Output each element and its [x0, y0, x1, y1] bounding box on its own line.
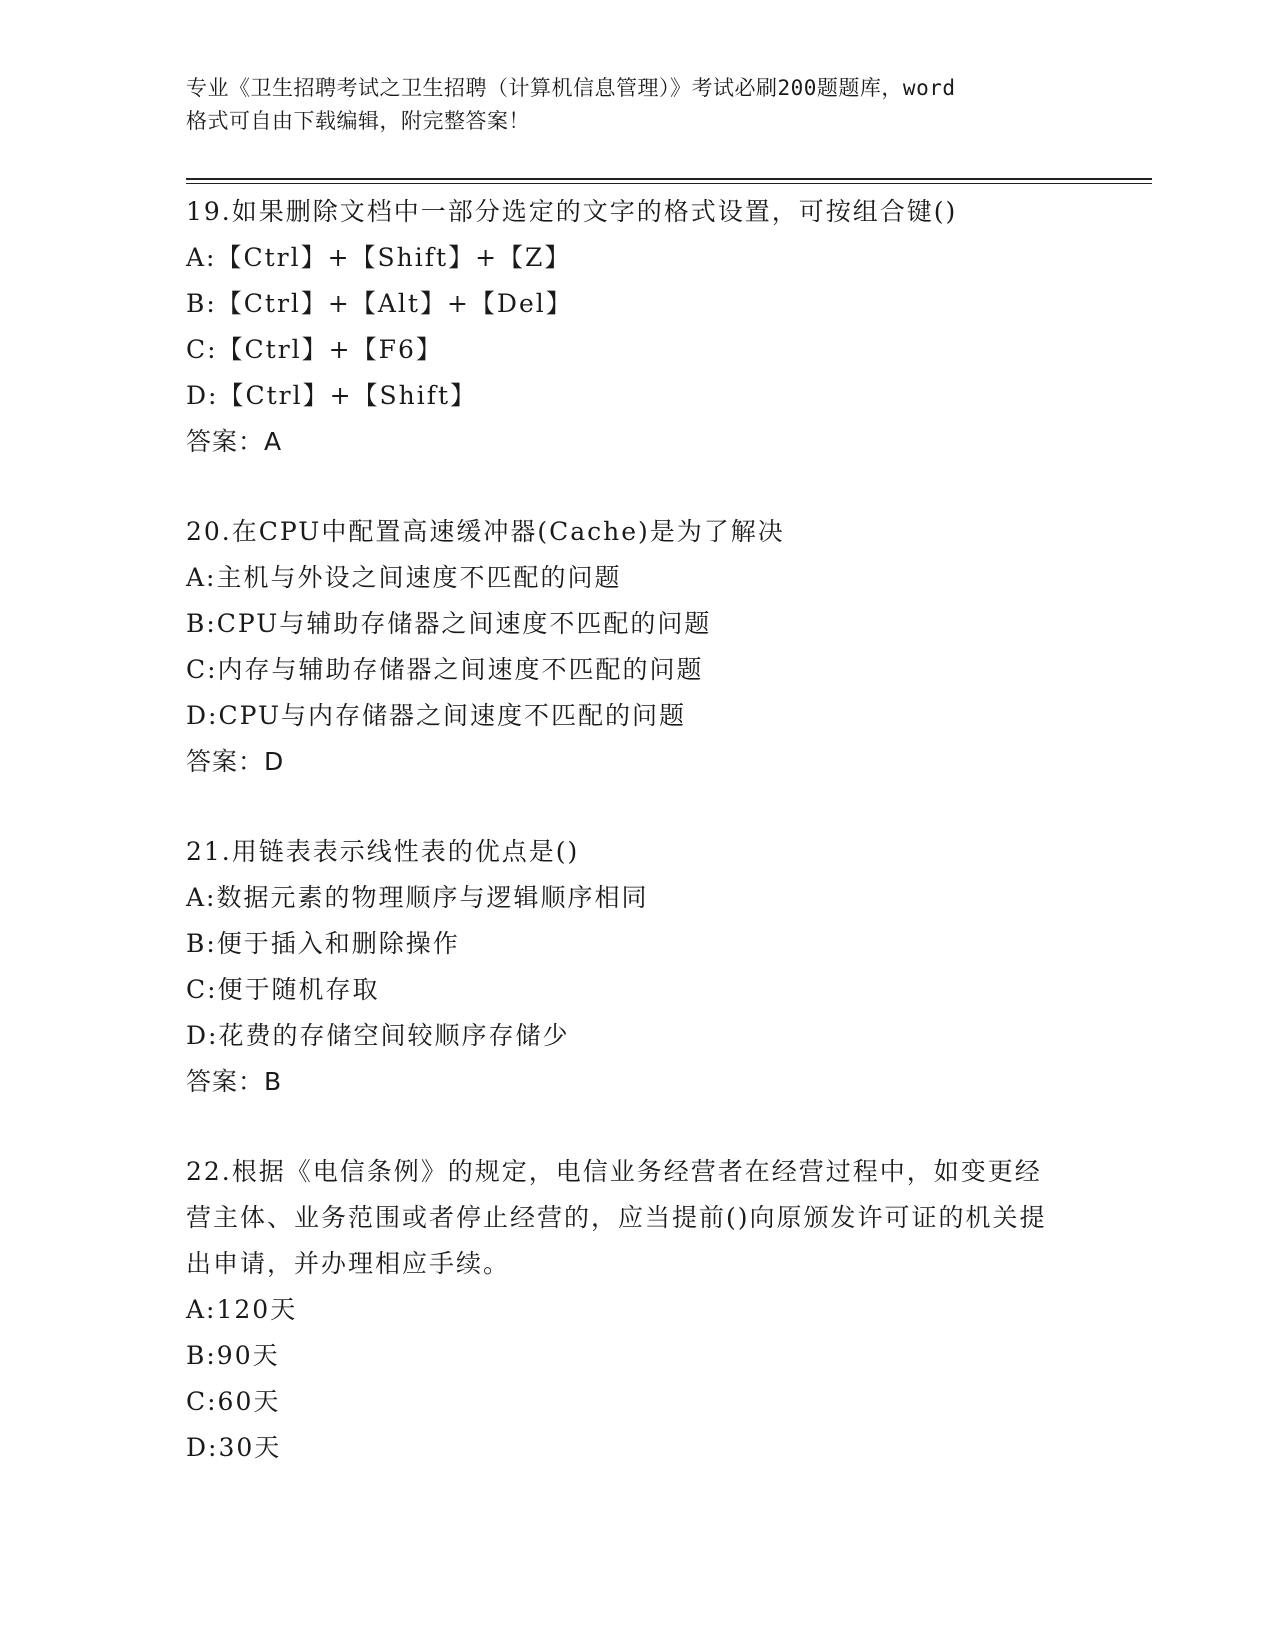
option-c: C:60天: [186, 1387, 281, 1416]
option-a: A:【Ctrl】+【Shift】+【Z】: [186, 243, 572, 272]
option-c: C:便于随机存取: [186, 975, 380, 1004]
option-a: A:主机与外设之间速度不匹配的问题: [186, 563, 622, 592]
option-d: D:【Ctrl】+【Shift】: [186, 381, 478, 410]
option-b: B:CPU与辅助存储器之间速度不匹配的问题: [186, 609, 712, 638]
question-list: [186, 189, 1152, 1515]
answer: 答案：D: [186, 747, 285, 776]
option-c: C:内存与辅助存储器之间速度不匹配的问题: [186, 655, 704, 684]
option-c: C:【Ctrl】+【F6】: [186, 335, 443, 364]
question-22: [186, 1149, 1152, 1471]
option-d: D:30天: [186, 1433, 282, 1462]
header-title-line-1: 专业《卫生招聘考试之卫生招聘（计算机信息管理）》考试必刷200题题库，word: [186, 76, 956, 100]
option-b: B:90天: [186, 1341, 280, 1370]
header-divider-thin: [186, 183, 1152, 184]
question-stem: 20.在CPU中配置高速缓冲器(Cache)是为了解决: [186, 517, 785, 546]
question-19: [186, 189, 1152, 465]
option-a: A:120天: [186, 1295, 298, 1324]
option-a: A:数据元素的物理顺序与逻辑顺序相同: [186, 883, 649, 912]
question-stem: 19.如果删除文档中一部分选定的文字的格式设置，可按组合键(): [186, 197, 958, 226]
document-header: [186, 72, 1086, 138]
question-stem: 22.根据《电信条例》的规定，电信业务经营者在经营过程中，如变更经营主体、业务范围或者停止经营的，应当提前()向原颁发许可证的机关提出申请，并办理相应手续。: [186, 1157, 1047, 1278]
question-20: [186, 509, 1152, 785]
answer: 答案：A: [186, 427, 283, 456]
option-d: D:CPU与内存储器之间速度不匹配的问题: [186, 701, 687, 730]
answer: 答案：B: [186, 1067, 283, 1096]
option-d: D:花费的存储空间较顺序存储少: [186, 1021, 570, 1050]
option-b: B:【Ctrl】+【Alt】+【Del】: [186, 289, 573, 318]
option-b: B:便于插入和删除操作: [186, 929, 460, 958]
question-stem: 21.用链表表示线性表的优点是(): [186, 837, 580, 866]
header-divider-thick: [186, 178, 1152, 180]
header-title-line-2: 格式可自由下载编辑，附完整答案！: [186, 109, 530, 133]
question-21: [186, 829, 1152, 1105]
